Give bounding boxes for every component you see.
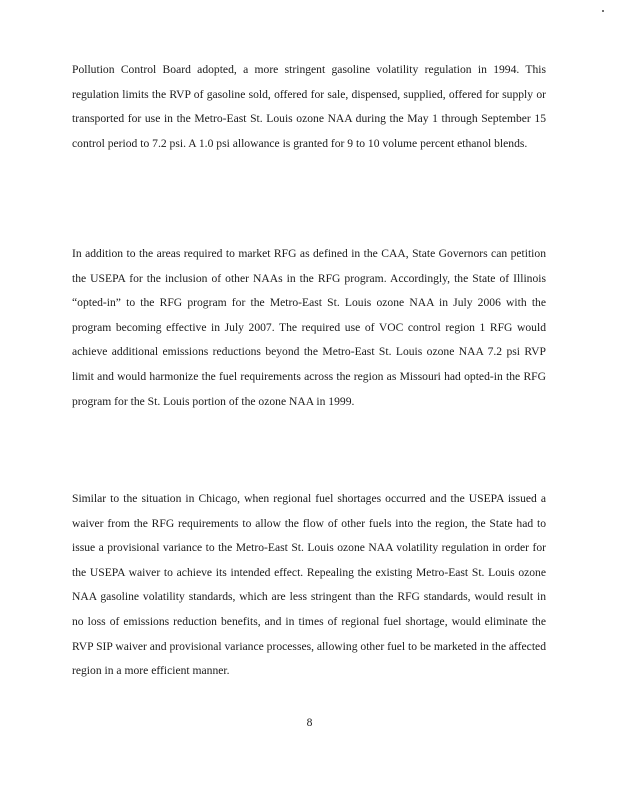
page-number: 8	[306, 716, 313, 729]
paragraph-fuel-shortage-waiver: Similar to the situation in Chicago, when regional fuel shortages occurred and the USEPA issued a waiver from the RFG requirements to allow the flow of other fuels into the region, the State had to issue a provisional variance to the Metro-East St. Louis ozone NAA volatility regulation in order for the USEPA waiver to achieve its intended effect. Repealing the existing Metro-East St. Louis ozone NAA gasoline volatility standards, which are less stringent than the RFG standards, would result in no loss of emissions reduction benefits, and in times of regional fuel shortage, would eliminate the RVP SIP waiver and provisional variance processes, allowing other fuel to be marketed in the affected region in a more efficient manner.	[72, 492, 546, 678]
paragraph-volatility-regulation: Pollution Control Board adopted, a more stringent gasoline volatility regulation in 1994. This regulation limits the RVP of gasoline sold, offered for sale, dispensed, supplied, offered for supply or transported for use in the Metro-East St. Louis ozone NAA during the May 1 through September 15 control period to 7.2 psi. A 1.0 psi allowance is granted for 9 to 10 volume percent ethanol blends.	[72, 63, 546, 150]
scan-speck	[602, 10, 604, 12]
paragraph-rfg-opt-in: In addition to the areas required to market RFG as defined in the CAA, State Governors can petition the USEPA for the inclusion of other NAAs in the RFG program. Accordingly, the State of Illinois “opted-in” to the RFG program for the Metro-East St. Louis ozone NAA in July 2006 with the program becoming effective in July 2007. The required use of VOC control region 1 RFG would achieve additional emissions reductions beyond the Metro-East St. Louis ozone NAA 7.2 psi RVP limit and would harmonize the fuel requirements across the region as Missouri had opted-in the RFG program for the St. Louis portion of the ozone NAA in 1999.	[72, 247, 546, 408]
